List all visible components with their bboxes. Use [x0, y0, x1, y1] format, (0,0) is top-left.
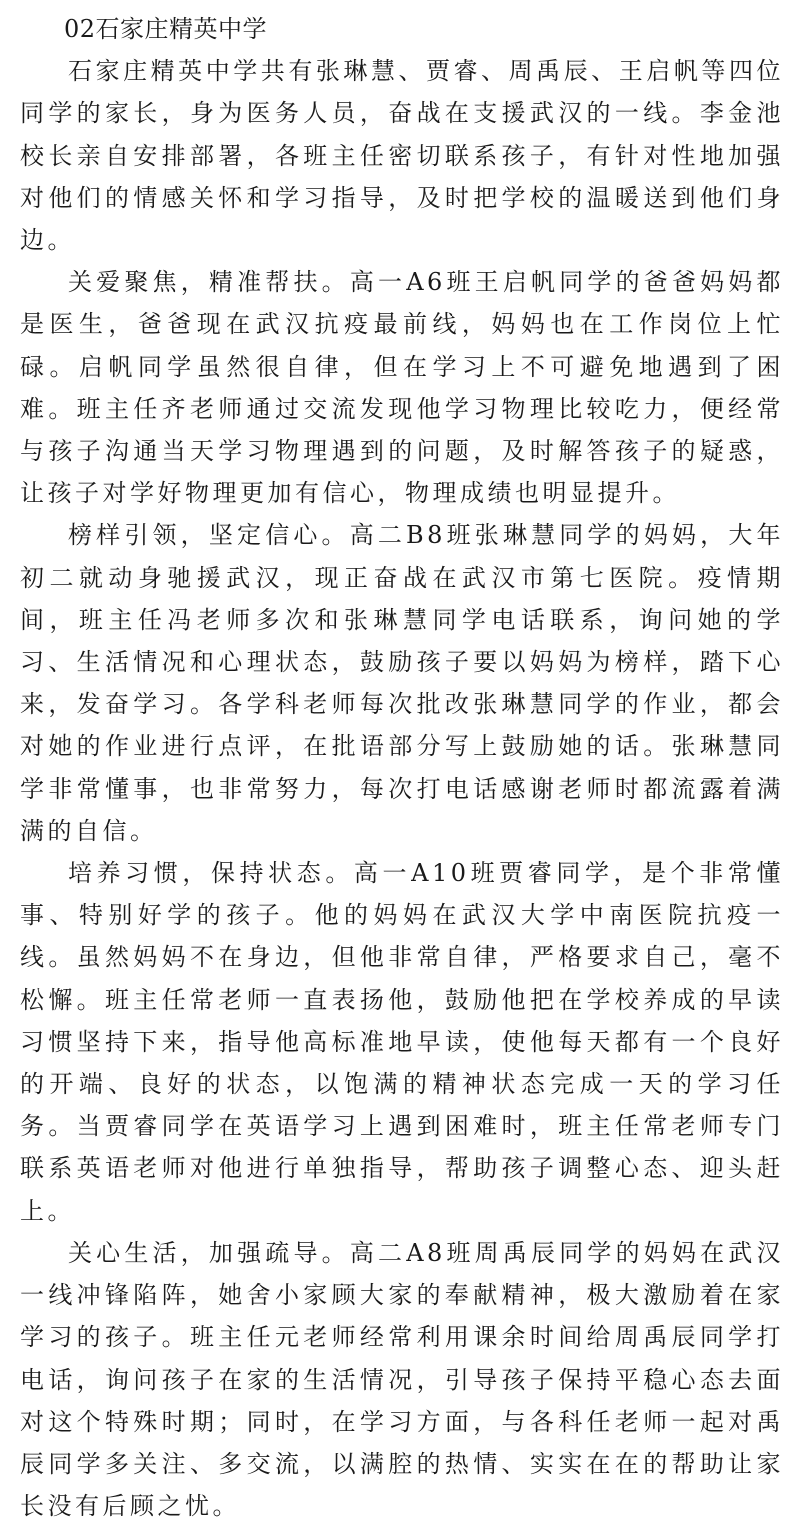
document-body — [20, 8, 784, 1527]
paragraph-intro: 石家庄精英中学共有张琳慧、贾睿、周禹辰、王启帆等四位同学的家长，身为医务人员，奋战在支援武汉的一线。李金池校长亲自安排部署，各班主任密切联系孩子，有针对性地加强对他们的情感关怀和学习指导，及时把学校的温暖送到他们身边。 — [20, 57, 784, 255]
paragraph-care-focus: 关爱聚焦，精准帮扶。高一A6班王启帆同学的爸爸妈妈都是医生，爸爸现在武汉抗疫最前线，妈妈也在工作岗位上忙碌。启帆同学虽然很自律，但在学习上不可避免地遇到了困难。班主任齐老师通过交流发现他学习物理比较吃力，便经常与孩子沟通当天学习物理遇到的问题，及时解答孩子的疑惑，让孩子对学好物理更加有信心，物理成绩也明显提升。 — [20, 268, 784, 508]
paragraph-habits: 培养习惯，保持状态。高一A10班贾睿同学，是个非常懂事、特别好学的孩子。他的妈妈在武汉大学中南医院抗疫一线。虽然妈妈不在身边，但他非常自律，严格要求自己，毫不松懈。班主任常老师一直表扬他，鼓励他把在学校养成的早读习惯坚持下来，指导他高标准地早读，使他每天都有一个良好的开端、良好的状态，以饱满的精神状态完成一天的学习任务。当贾睿同学在英语学习上遇到困难时，班主任常老师专门联系英语老师对他进行单独指导，帮助孩子调整心态、迎头赶上。 — [20, 859, 784, 1225]
paragraph-life-care: 关心生活，加强疏导。高二A8班周禹辰同学的妈妈在武汉一线冲锋陷阵，她舍小家顾大家的奉献精神，极大激励着在家学习的孩子。班主任元老师经常利用课余时间给周禹辰同学打电话，询问孩子在家的生活情况，引导孩子保持平稳心态去面对这个特殊时期；同时，在学习方面，与各科任老师一起对禹辰同学多关注、多交流，以满腔的热情、实实在在的帮助让家长没有后顾之忧。 — [20, 1238, 784, 1521]
section-heading: 02石家庄精英中学 — [64, 15, 268, 43]
paragraph-role-model: 榜样引领，坚定信心。高二B8班张琳慧同学的妈妈，大年初二就动身驰援武汉，现正奋战在武汉市第七医院。疫情期间，班主任冯老师多次和张琳慧同学电话联系，询问她的学习、生活情况和心理状态，鼓励孩子要以妈妈为榜样，踏下心来，发奋学习。各学科老师每次批改张琳慧同学的作业，都会对她的作业进行点评，在批语部分写上鼓励她的话。张琳慧同学非常懂事，也非常努力，每次打电话感谢老师时都流露着满满的自信。 — [20, 521, 784, 845]
